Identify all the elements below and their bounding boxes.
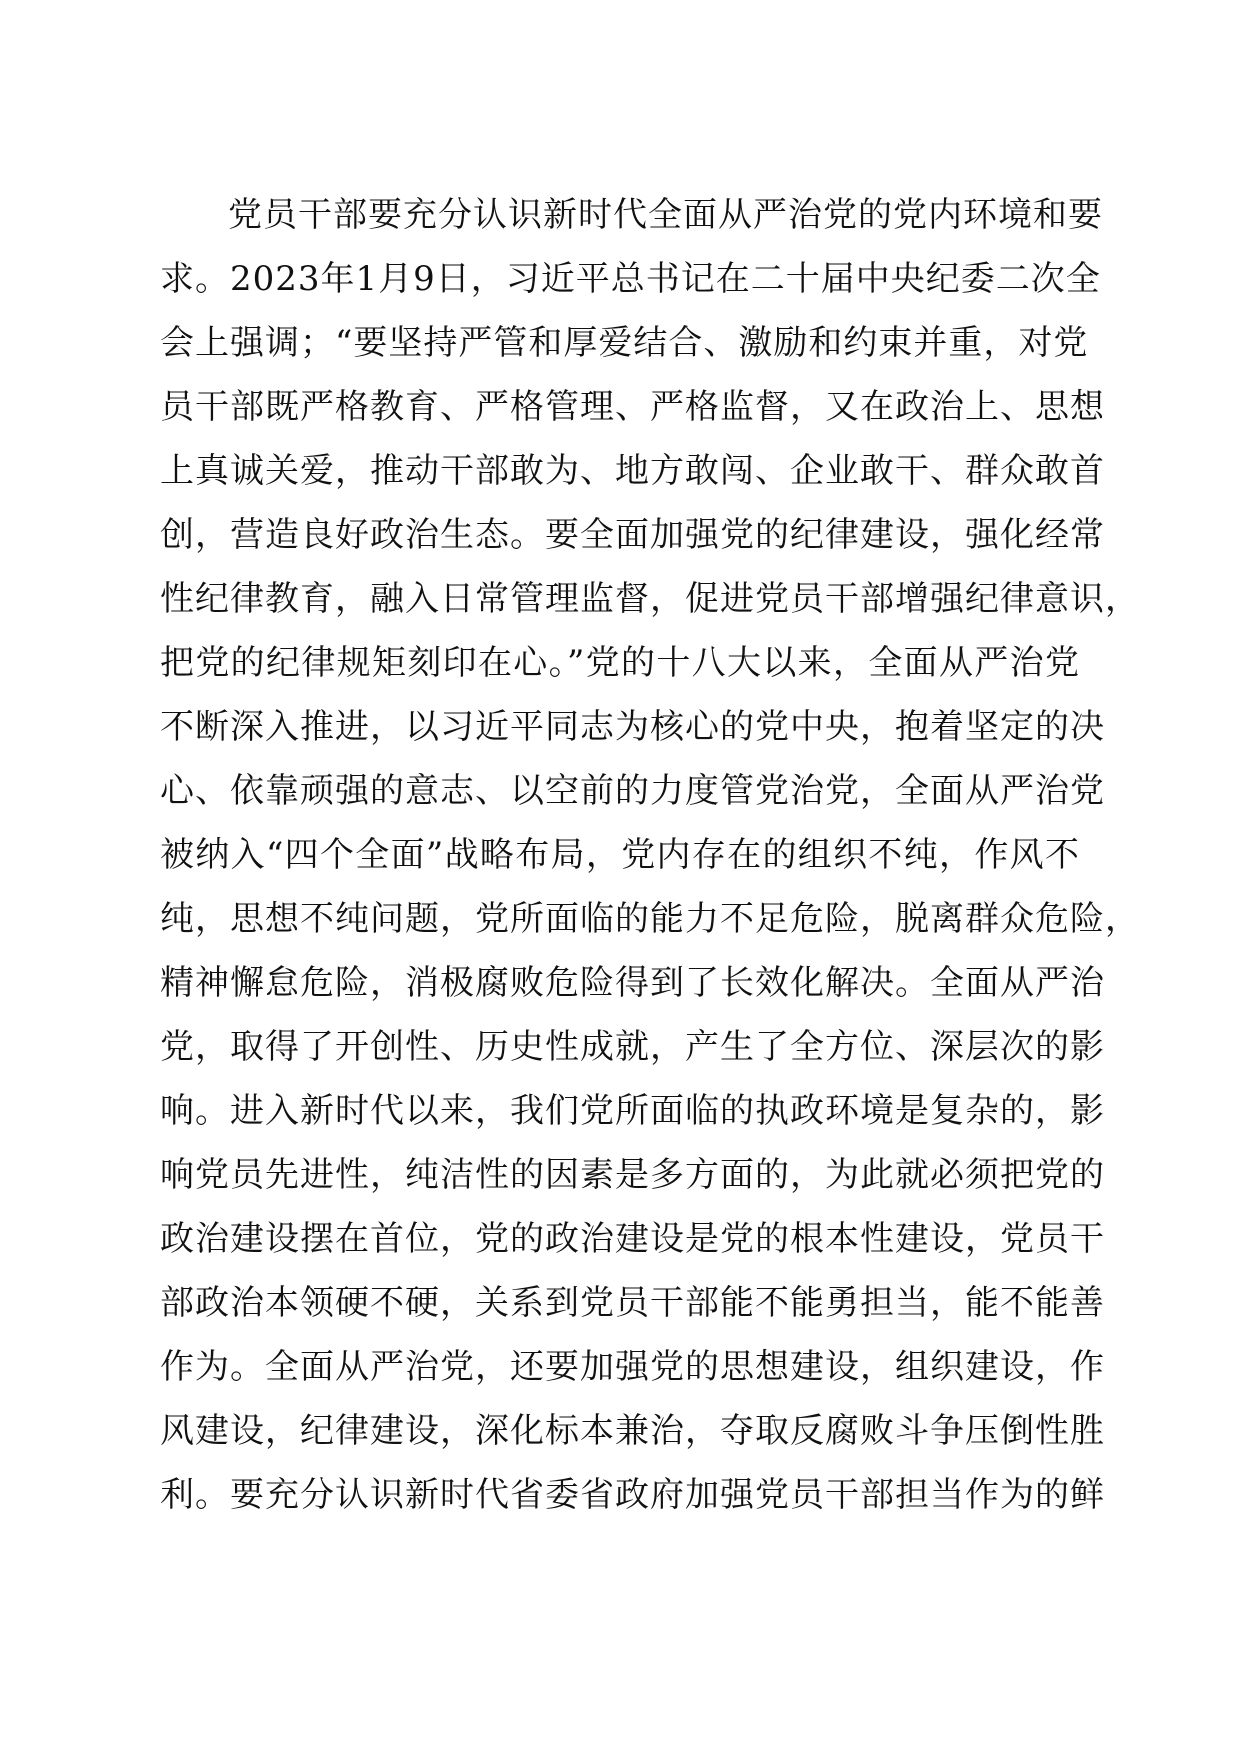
text-line: 风建设，纪律建设，深化标本兼治，夺取反腐败斗争压倒性胜 bbox=[160, 1411, 1105, 1451]
text-line: 精神懈怠危险，消极腐败危险得到了长效化解决。全面从严治 bbox=[160, 963, 1105, 1003]
text-line: 员干部既严格教育、严格管理、严格监督，又在政治上、思想 bbox=[160, 387, 1105, 427]
text-line: 心、依靠顽强的意志、以空前的力度管党治党，全面从严治党 bbox=[160, 771, 1105, 811]
text-line: 纯，思想不纯问题，党所面临的能力不足危险，脱离群众危险， bbox=[160, 899, 1140, 939]
text-line: 会上强调；“要坚持严管和厚爱结合、激励和约束并重，对党 bbox=[160, 323, 1089, 363]
body-paragraph bbox=[160, 183, 1140, 1527]
text-line: 党，取得了开创性、历史性成就，产生了全方位、深层次的影 bbox=[160, 1027, 1105, 1067]
text-line: 被纳入“四个全面”战略布局，党内存在的组织不纯，作风不 bbox=[160, 835, 1080, 875]
text-line: 部政治本领硬不硬，关系到党员干部能不能勇担当，能不能善 bbox=[160, 1283, 1105, 1323]
text-line: 党员干部要充分认识新时代全面从严治党的党内环境和要 bbox=[228, 195, 1103, 235]
text-line: 性纪律教育，融入日常管理监督，促进党员干部增强纪律意识， bbox=[160, 579, 1140, 619]
text-line: 响。进入新时代以来，我们党所面临的执政环境是复杂的，影 bbox=[160, 1091, 1105, 1131]
text-line: 把党的纪律规矩刻印在心。”党的十八大以来，全面从严治党 bbox=[160, 643, 1080, 683]
text-line: 政治建设摆在首位，党的政治建设是党的根本性建设，党员干 bbox=[160, 1219, 1105, 1259]
text-line: 不断深入推进，以习近平同志为核心的党中央，抱着坚定的决 bbox=[160, 707, 1105, 747]
text-line: 创，营造良好政治生态。要全面加强党的纪律建设，强化经常 bbox=[160, 515, 1105, 555]
text-line: 求。2023年1月9日，习近平总书记在二十届中央纪委二次全 bbox=[160, 259, 1101, 299]
text-line: 上真诚关爱，推动干部敢为、地方敢闯、企业敢干、群众敢首 bbox=[160, 451, 1105, 491]
text-line: 作为。全面从严治党，还要加强党的思想建设，组织建设，作 bbox=[160, 1347, 1105, 1387]
text-line: 利。要充分认识新时代省委省政府加强党员干部担当作为的鲜 bbox=[160, 1475, 1105, 1515]
text-line: 响党员先进性，纯洁性的因素是多方面的，为此就必须把党的 bbox=[160, 1155, 1105, 1195]
